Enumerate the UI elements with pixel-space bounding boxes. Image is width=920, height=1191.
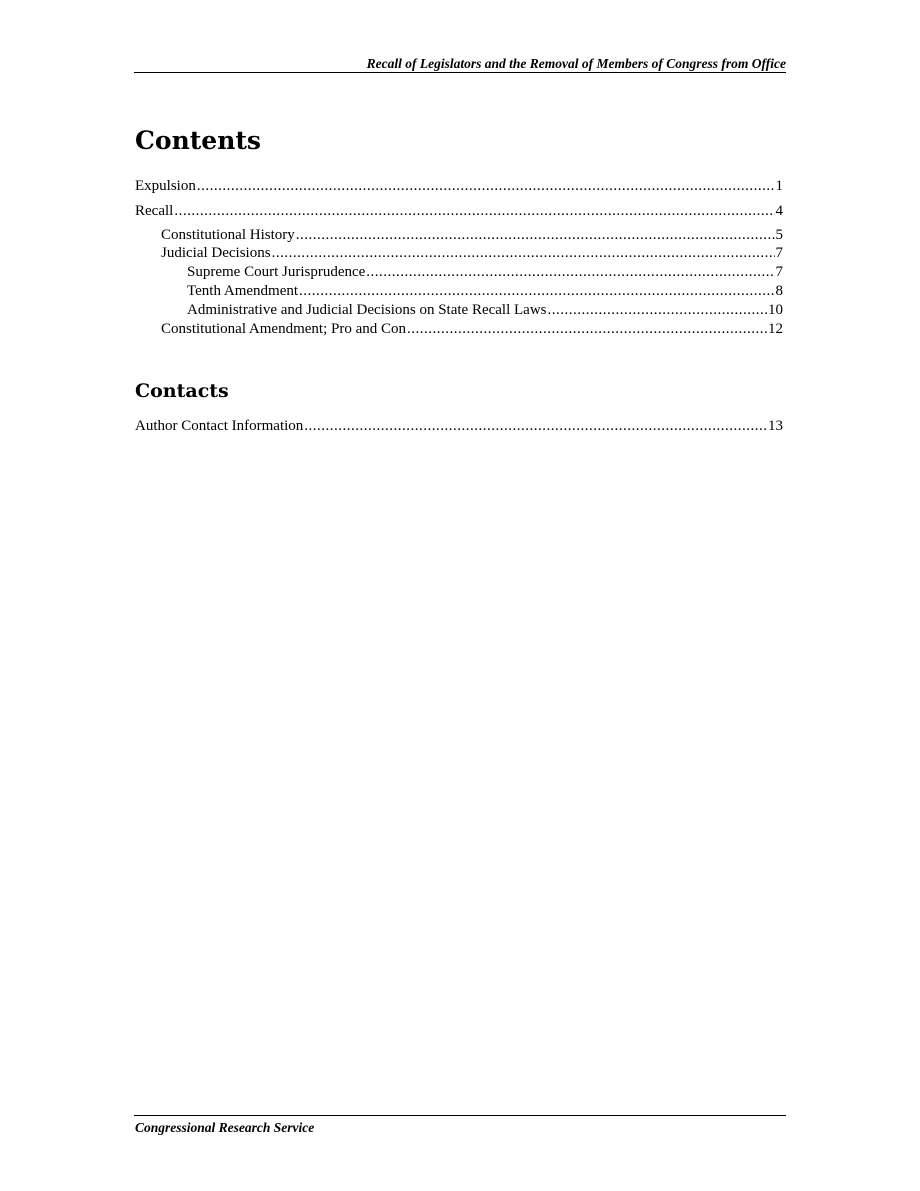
header-rule — [134, 72, 786, 73]
toc-leader-dots — [304, 417, 767, 435]
toc-leader-dots — [197, 177, 775, 195]
toc-entry-title: Author Contact Information — [135, 418, 304, 434]
toc-leader-dots — [366, 263, 774, 281]
running-header: Recall of Legislators and the Removal of Members of Congress from Office — [366, 56, 786, 71]
toc-leader-dots — [272, 244, 775, 262]
footer-rule — [134, 1115, 786, 1116]
toc-leader-dots — [548, 301, 767, 319]
toc-entry-state-recall-laws[interactable] — [187, 301, 783, 319]
toc-entry-page: 4 — [775, 203, 783, 219]
toc-entry-title: Tenth Amendment — [187, 283, 299, 299]
toc-entry-title: Recall — [135, 203, 174, 219]
toc-entry-title: Expulsion — [135, 178, 196, 194]
toc-entry-constitutional-amendment[interactable] — [161, 320, 783, 338]
toc-entry-page: 7 — [775, 245, 783, 261]
toc-entry-title: Administrative and Judicial Decisions on State Recall Laws — [187, 302, 547, 318]
toc-entry-author-contact[interactable] — [135, 417, 783, 435]
toc-entry-expulsion[interactable] — [135, 177, 783, 195]
toc-entry-page: 12 — [768, 321, 783, 337]
toc-entry-page: 10 — [768, 302, 783, 318]
toc-entry-page: 1 — [775, 178, 783, 194]
toc-entry-page: 13 — [768, 418, 783, 434]
toc-entry-title: Judicial Decisions — [161, 245, 271, 261]
toc-entry-supreme-court-jurisprudence[interactable] — [187, 263, 783, 281]
toc-entry-page: 8 — [775, 283, 783, 299]
toc-leader-dots — [407, 320, 767, 338]
toc-leader-dots — [299, 282, 774, 300]
toc-entry-recall[interactable] — [135, 202, 783, 220]
toc-entry-judicial-decisions[interactable] — [161, 244, 783, 262]
toc-entry-constitutional-history[interactable] — [161, 226, 783, 244]
toc-entry-page: 5 — [775, 227, 783, 243]
toc-entry-title: Supreme Court Jurisprudence — [187, 264, 366, 280]
contacts-heading: Contacts — [135, 380, 229, 402]
toc-entry-tenth-amendment[interactable] — [187, 282, 783, 300]
toc-entry-title: Constitutional History — [161, 227, 295, 243]
toc-entry-page: 7 — [775, 264, 783, 280]
page-footer: Congressional Research Service — [135, 1120, 315, 1135]
contents-heading: Contents — [135, 126, 262, 155]
toc-leader-dots — [296, 226, 775, 244]
toc-leader-dots — [174, 202, 774, 220]
toc-entry-title: Constitutional Amendment; Pro and Con — [161, 321, 406, 337]
